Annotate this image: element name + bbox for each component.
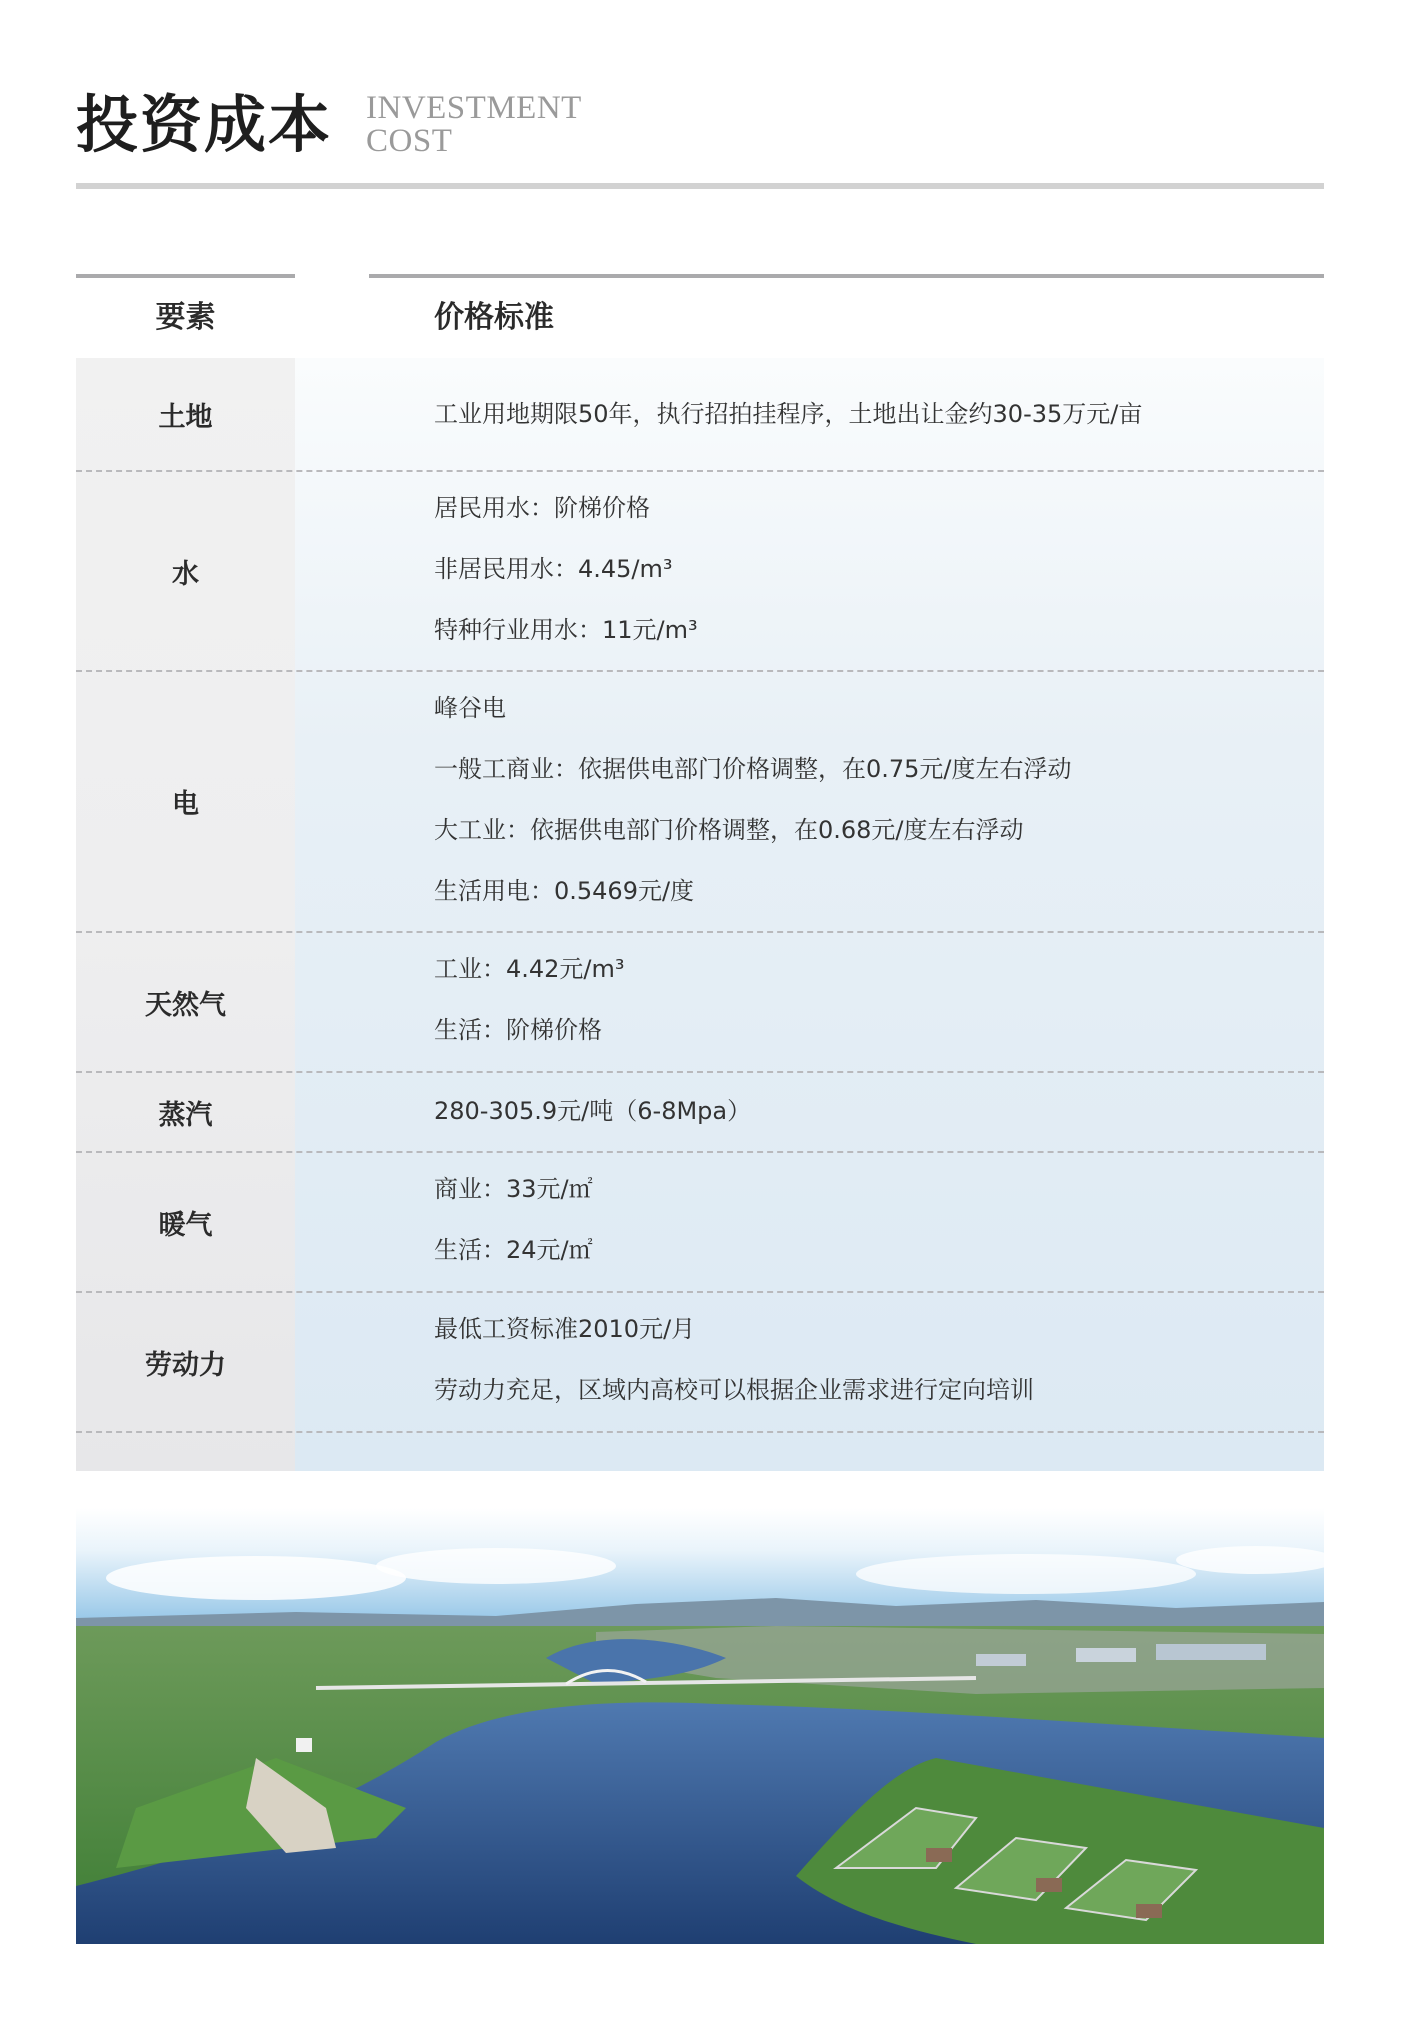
price-line: 大工业：依据供电部门价格调整，在0.68元/度左右浮动: [434, 816, 1024, 844]
column-header-element: 要素: [155, 300, 216, 335]
price-line: 最低工资标准2010元/月: [434, 1315, 696, 1343]
price-line: 居民用水：阶梯价格: [434, 494, 650, 522]
element-label: 电: [172, 789, 199, 820]
price-line: 劳动力充足，区域内高校可以根据企业需求进行定向培训: [434, 1376, 1034, 1404]
column-header-price: 价格标准: [434, 300, 554, 335]
table-row-steam: [76, 1073, 1324, 1153]
table-row-land: [76, 358, 1324, 472]
price-line: 生活：24元/㎡: [434, 1236, 593, 1264]
element-label: 暖气: [158, 1209, 213, 1241]
table-row-natural-gas: [76, 933, 1324, 1073]
title-en-line2: COST: [366, 123, 453, 159]
page-title-english: [366, 92, 582, 158]
column-rule-price: [369, 274, 1324, 278]
table-row-electricity: [76, 672, 1324, 933]
table-row-heating: [76, 1153, 1324, 1293]
price-line: 280-305.9元/吨（6-8Mpa）: [434, 1097, 752, 1125]
table-row-labor: [76, 1293, 1324, 1433]
price-line: 特种行业用水：11元/m³: [434, 616, 698, 644]
element-label: 蒸汽: [158, 1099, 213, 1131]
element-label: 天然气: [145, 989, 226, 1021]
price-line: 工业用地期限50年，执行招拍挂程序，土地出让金约30-35万元/亩: [434, 400, 1143, 428]
column-rule-element: [76, 274, 295, 278]
price-line: 非居民用水：4.45/m³: [434, 555, 673, 583]
price-line: 一般工商业：依据供电部门价格调整，在0.75元/度左右浮动: [434, 755, 1072, 783]
page-header: [76, 86, 1324, 166]
table-row-water: [76, 472, 1324, 672]
price-line: 峰谷电: [434, 694, 506, 722]
price-line: 生活：阶梯价格: [434, 1016, 602, 1044]
table-body: [76, 358, 1324, 1471]
element-label: 土地: [158, 401, 213, 433]
price-line: 工业：4.42元/m³: [434, 955, 625, 983]
price-line: 生活用电：0.5469元/度: [434, 877, 695, 905]
element-label: 劳动力: [145, 1349, 226, 1381]
element-label: 水: [172, 558, 199, 590]
header-divider: [76, 183, 1324, 189]
price-line: 商业：33元/㎡: [434, 1175, 593, 1203]
title-en-line1: INVESTMENT: [366, 90, 582, 126]
page-title: 投资成本: [76, 88, 333, 161]
aerial-lake-park-photo: [76, 1508, 1324, 1944]
